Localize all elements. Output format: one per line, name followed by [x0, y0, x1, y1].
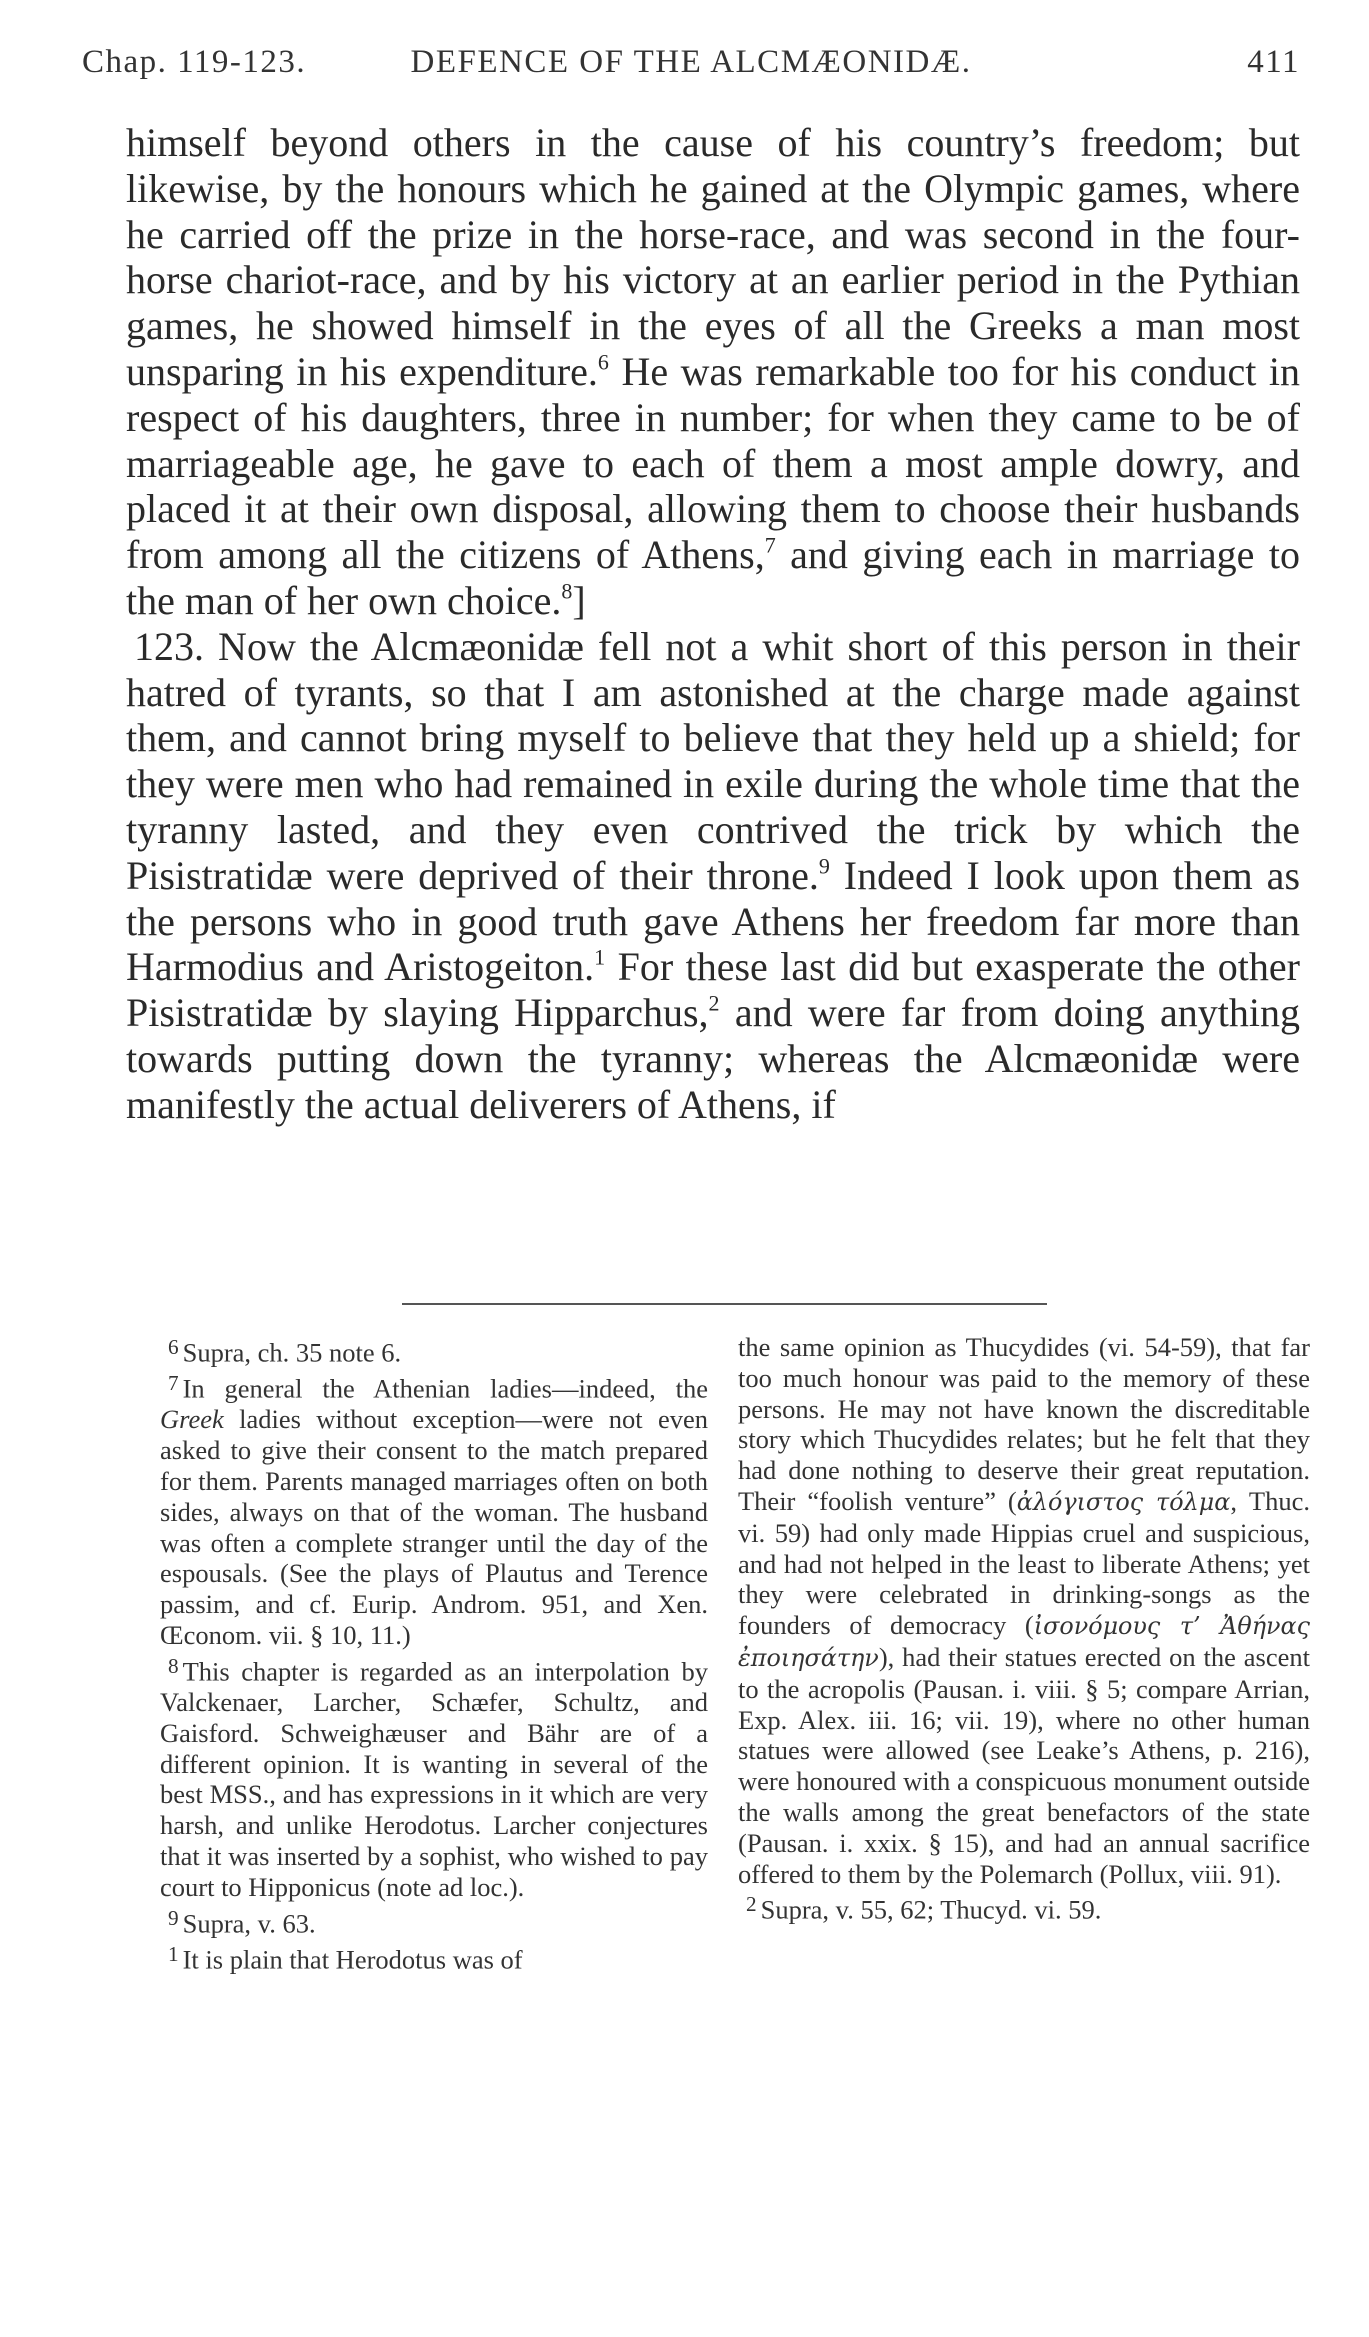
- main-text-span: and were far from doing anything towards putting down the tyranny; whereas the Alcmæonidæ were manifestly the actual deliverers of Athens, if: [126, 990, 1301, 1127]
- running-title: DEFENCE OF THE ALCMÆONIDÆ.: [410, 44, 972, 80]
- footnote-2: [738, 1889, 1310, 1925]
- main-text-span: For these last did but exasperate the other Pisistratidæ by slaying Hipparchus,: [126, 944, 1300, 1036]
- footnote-number: 1: [168, 1941, 179, 1966]
- footnote-8: [160, 1651, 708, 1903]
- footnote-text: ), had their statues erected on the ascent to the acropolis (Pausan. i. viii. § 5; compare Arrian, Exp. Alex. iii. 16; vii. 19), where no other human statues were allowed (see Leake’s Athens, p. 216), were honoured with a conspicuous monument outside the walls among the great benefactors of the state (Pausan. i. xxix. § 15), and had an annual sacrifice offered to them by the Polemarch (Pollux, viii. 91).: [738, 1641, 1310, 1889]
- footnote-text: Supra, v. 63.: [182, 1907, 316, 1938]
- footnote-1-continued: [738, 1332, 1310, 1889]
- footnote-6: [160, 1332, 708, 1368]
- footnote-text: the same opinion as Thucydides (vi. 54-59), that far too much honour was paid to the memory of these persons. He may not have known the discreditable story which Thucydides relates; but he felt that they had done nothing to deserve their great reputation. Their “foolish venture” (: [738, 1332, 1310, 1516]
- footnote-text: , Thuc. vi. 59) had only made Hippias cruel and suspicious, and had not helped in the least to liberate Athens; yet they were celebrated in drinking-songs as the founders of democracy (: [738, 1485, 1310, 1641]
- main-text-span: He was remarkable too for his conduct in respect of his daughters, three in number; for when they came to be of marriageable age, he gave to each of them a most ample dowry, and placed it at their own disposal, allowing them to choose their husbands from among all the citizens of Athens,: [126, 348, 1300, 578]
- footnote-ref-9[interactable]: 9: [818, 853, 830, 879]
- main-text-span: Indeed I look upon them as the persons who in good truth gave Athens her freedom far more than Harmodius and Aristogeiton.: [126, 852, 1301, 990]
- footnote-text: It is plain that Herodotus was of: [182, 1944, 523, 1975]
- footnote-ref-1[interactable]: 1: [594, 944, 606, 970]
- paragraph-chapter-123: [126, 624, 1300, 1128]
- footnote-text: This chapter is regarded as an interpolation by Valckenaer, Larcher, Schæfer, Schultz, and Gaisford. Schweighæuser and Bähr are of a different opinion. It is wanting in several of the best MSS., and has expressions in it which are very harsh, and unlike Herodotus. Larcher conjectures that it was inserted by a sophist, who wished to pay court to Hipponicus (note ad loc.).: [160, 1656, 708, 1902]
- footnote-9: [160, 1903, 708, 1939]
- footnote-text: Supra, ch. 35 note 6.: [182, 1337, 402, 1368]
- closing-bracket: ]: [572, 577, 586, 623]
- main-text: [126, 120, 1300, 1128]
- footnote-ref-6[interactable]: 6: [597, 349, 609, 375]
- footnote-ref-8[interactable]: 8: [561, 578, 573, 604]
- footnote-text: Supra, v. 55, 62; Thucyd. vi. 59.: [760, 1894, 1102, 1925]
- chapter-range: Chap. 119-123.: [82, 44, 307, 80]
- footnote-number: 8: [168, 1653, 179, 1678]
- main-text-span: and giving each in marriage to the man of her own choice.: [126, 532, 1300, 623]
- footnote-number: 2: [746, 1892, 757, 1917]
- footnote-7: [160, 1368, 708, 1651]
- footnote-number: 6: [168, 1335, 179, 1359]
- footnote-ref-7[interactable]: 7: [764, 532, 776, 558]
- footnote-text: ladies without exception—were not even asked to give their consent to the match prepared for them. Parents managed marriages often on both sides, always on that of the woman. The husband was often a complete stranger until the day of the espousals. (See the plays of Plautus and Terence passim, and cf. Eurip. Androm. 951, and Xen. Œconom. vii. § 10, 11.): [160, 1404, 708, 1650]
- footnote-ref-2[interactable]: 2: [708, 990, 720, 1016]
- footnote-text: In general the Athenian ladies—indeed, the: [182, 1373, 708, 1404]
- footnotes-right-column: [738, 1332, 1310, 1926]
- footnote-number: 9: [168, 1905, 179, 1930]
- page-number: 411: [1247, 44, 1300, 80]
- main-text-span: 123. Now the Alcmæonidæ fell not a whit short of this person in their hatred of tyrants, so that I am astonished at the charge made against them, and cannot bring myself to believe that they held up a shield; for they were men who had remained in exile during the whole time that the tyranny lasted, and they even contrived the trick by which the Pisistratidæ were deprived of their throne.: [126, 623, 1300, 898]
- running-header: [82, 44, 1300, 92]
- greek-phrase: ἀλόγιστος τόλμα: [1016, 1487, 1231, 1516]
- footnote-1: [160, 1939, 708, 1975]
- greek-phrase: ἰσονόμους τ’ Ἀθήνας ἐποιησάτην: [738, 1612, 1310, 1672]
- footnote-number: 7: [168, 1371, 179, 1396]
- footnote-emphasis: Greek: [160, 1404, 224, 1435]
- paragraph-continued: [126, 120, 1300, 624]
- footnote-divider: [402, 1303, 1047, 1305]
- main-text-span: himself beyond others in the cause of his country’s freedom; but likewise, by the honours which he gained at the Olympic games, where he carried off the prize in the horse-race, and was second in the four-horse chariot-race, and by his victory at an earlier period in the Pythian games, he showed himself in the eyes of all the Greeks a man most unsparing in his expenditure.: [126, 120, 1300, 394]
- footnotes-left-column: [160, 1332, 708, 1975]
